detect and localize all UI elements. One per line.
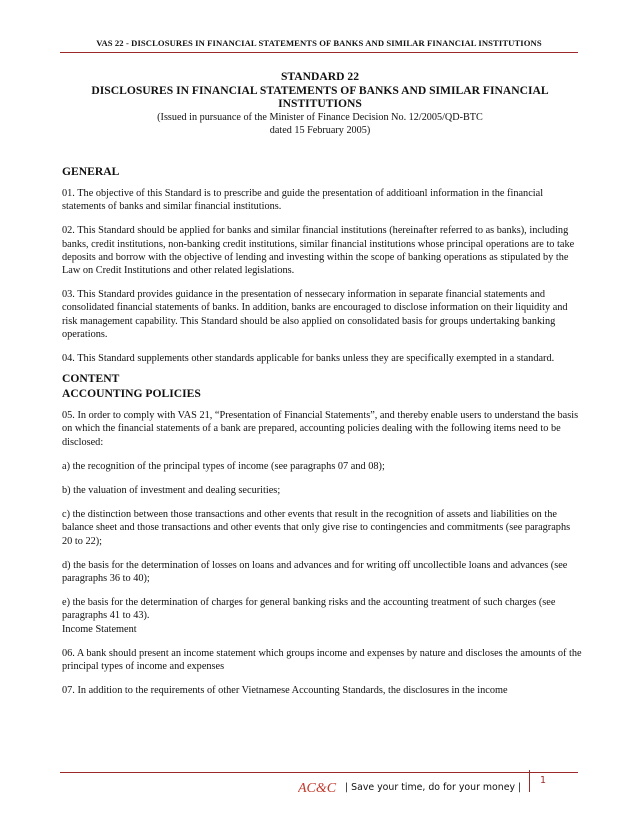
page-footer [60, 774, 578, 798]
running-header: VAS 22 - DISCLOSURES IN FINANCIAL STATEMENTS OF BANKS AND SIMILAR FINANCIAL INSTITUTIONS [96, 38, 542, 48]
paragraph-02: 02. This Standard should be applied for banks and similar financial institutions (hereinafter referred to as banks), including banks, credit institutions, non-banking credit institutions, similar financial institutions whose principal operations are to take deposits and borrow with the objective of lending and investing within the scope of banking operations as stipulated by the Law on Credit Institutions and other related legislations. [62, 225, 575, 277]
list-item-d: d) the basis for the determination of losses on loans and advances and for writing off uncollectible loans and advances (see paragraphs 36 to 40); [62, 559, 568, 585]
logo-text: AC&C [298, 781, 337, 795]
page-number: 1 [539, 775, 547, 786]
section-heading-accounting-policies: ACCOUNTING POLICIES [62, 387, 201, 401]
list-item-e: e) the basis for the determination of charges for general banking risks and the accounting treatment of such charges (see paragraphs 41 to 43). [62, 597, 556, 622]
footer-rule [60, 772, 578, 773]
issued-date-line: dated 15 February 2005) [269, 125, 371, 136]
footer-tagline: | Save your time, do for your money | [345, 782, 522, 793]
paragraph-01: 01. The objective of this Standard is to prescribe and guide the presentation of additioanl information in the financial statements of banks and similar financial institutions. [62, 188, 544, 213]
standard-title-line-1: DISCLOSURES IN FINANCIAL STATEMENTS OF BANKS AND SIMILAR FINANCIAL [91, 83, 549, 97]
list-item-b: b) the valuation of investment and dealing securities; [62, 485, 281, 497]
document-body [62, 164, 582, 697]
section-heading-general: GENERAL [62, 165, 120, 178]
acc-logo [298, 779, 346, 795]
paragraph-04: 04. This Standard supplements other standards applicable for banks unless they are specifically exempted in a standard. [62, 353, 555, 365]
list-item-a: a) the recognition of the principal types of income (see paragraphs 07 and 08); [62, 460, 385, 472]
list-item-c: c) the distinction between those transactions and other events that result in the recognition of assets and liabilities on the balance sheet and those transactions and other events that only give rise to contingencies and commitments (see paragraphs 20 to 22); [62, 509, 571, 547]
standard-number: STANDARD 22 [280, 70, 360, 83]
title-block [62, 70, 578, 138]
paragraph-05: 05. In order to comply with VAS 21, “Presentation of Financial Statements”, and thereby enable users to understand the basis on which the financial statements of a bank are prepared, accounting policies dealing with the following items need to be disclosed: [62, 410, 579, 448]
header-rule [60, 52, 578, 53]
section-heading-content: CONTENT [62, 372, 120, 386]
paragraph-06: 06. A bank should present an income statement which groups income and expenses by nature and discloses the amounts of the principal types of income and expenses [62, 647, 582, 673]
page-number-box [529, 770, 556, 792]
standard-title-line-2: INSTITUTIONS [278, 97, 362, 110]
subheading-income-statement: Income Statement [62, 623, 137, 635]
paragraph-03: 03. This Standard provides guidance in the presentation of nessecary information in separate financial statements and consolidated financial statements of banks. In addition, banks are encouraged to disclose information on their liquidity and risk management capability. This Standard should be also applied on consolidated basis for groups undertaking banking operations. [62, 289, 568, 340]
paragraph-07: 07. In addition to the requirements of other Vietnamese Accounting Standards, the disclosures in the income [62, 685, 508, 697]
issued-by-line: (Issued in pursuance of the Minister of Finance Decision No. 12/2005/QD-BTC [157, 111, 483, 123]
